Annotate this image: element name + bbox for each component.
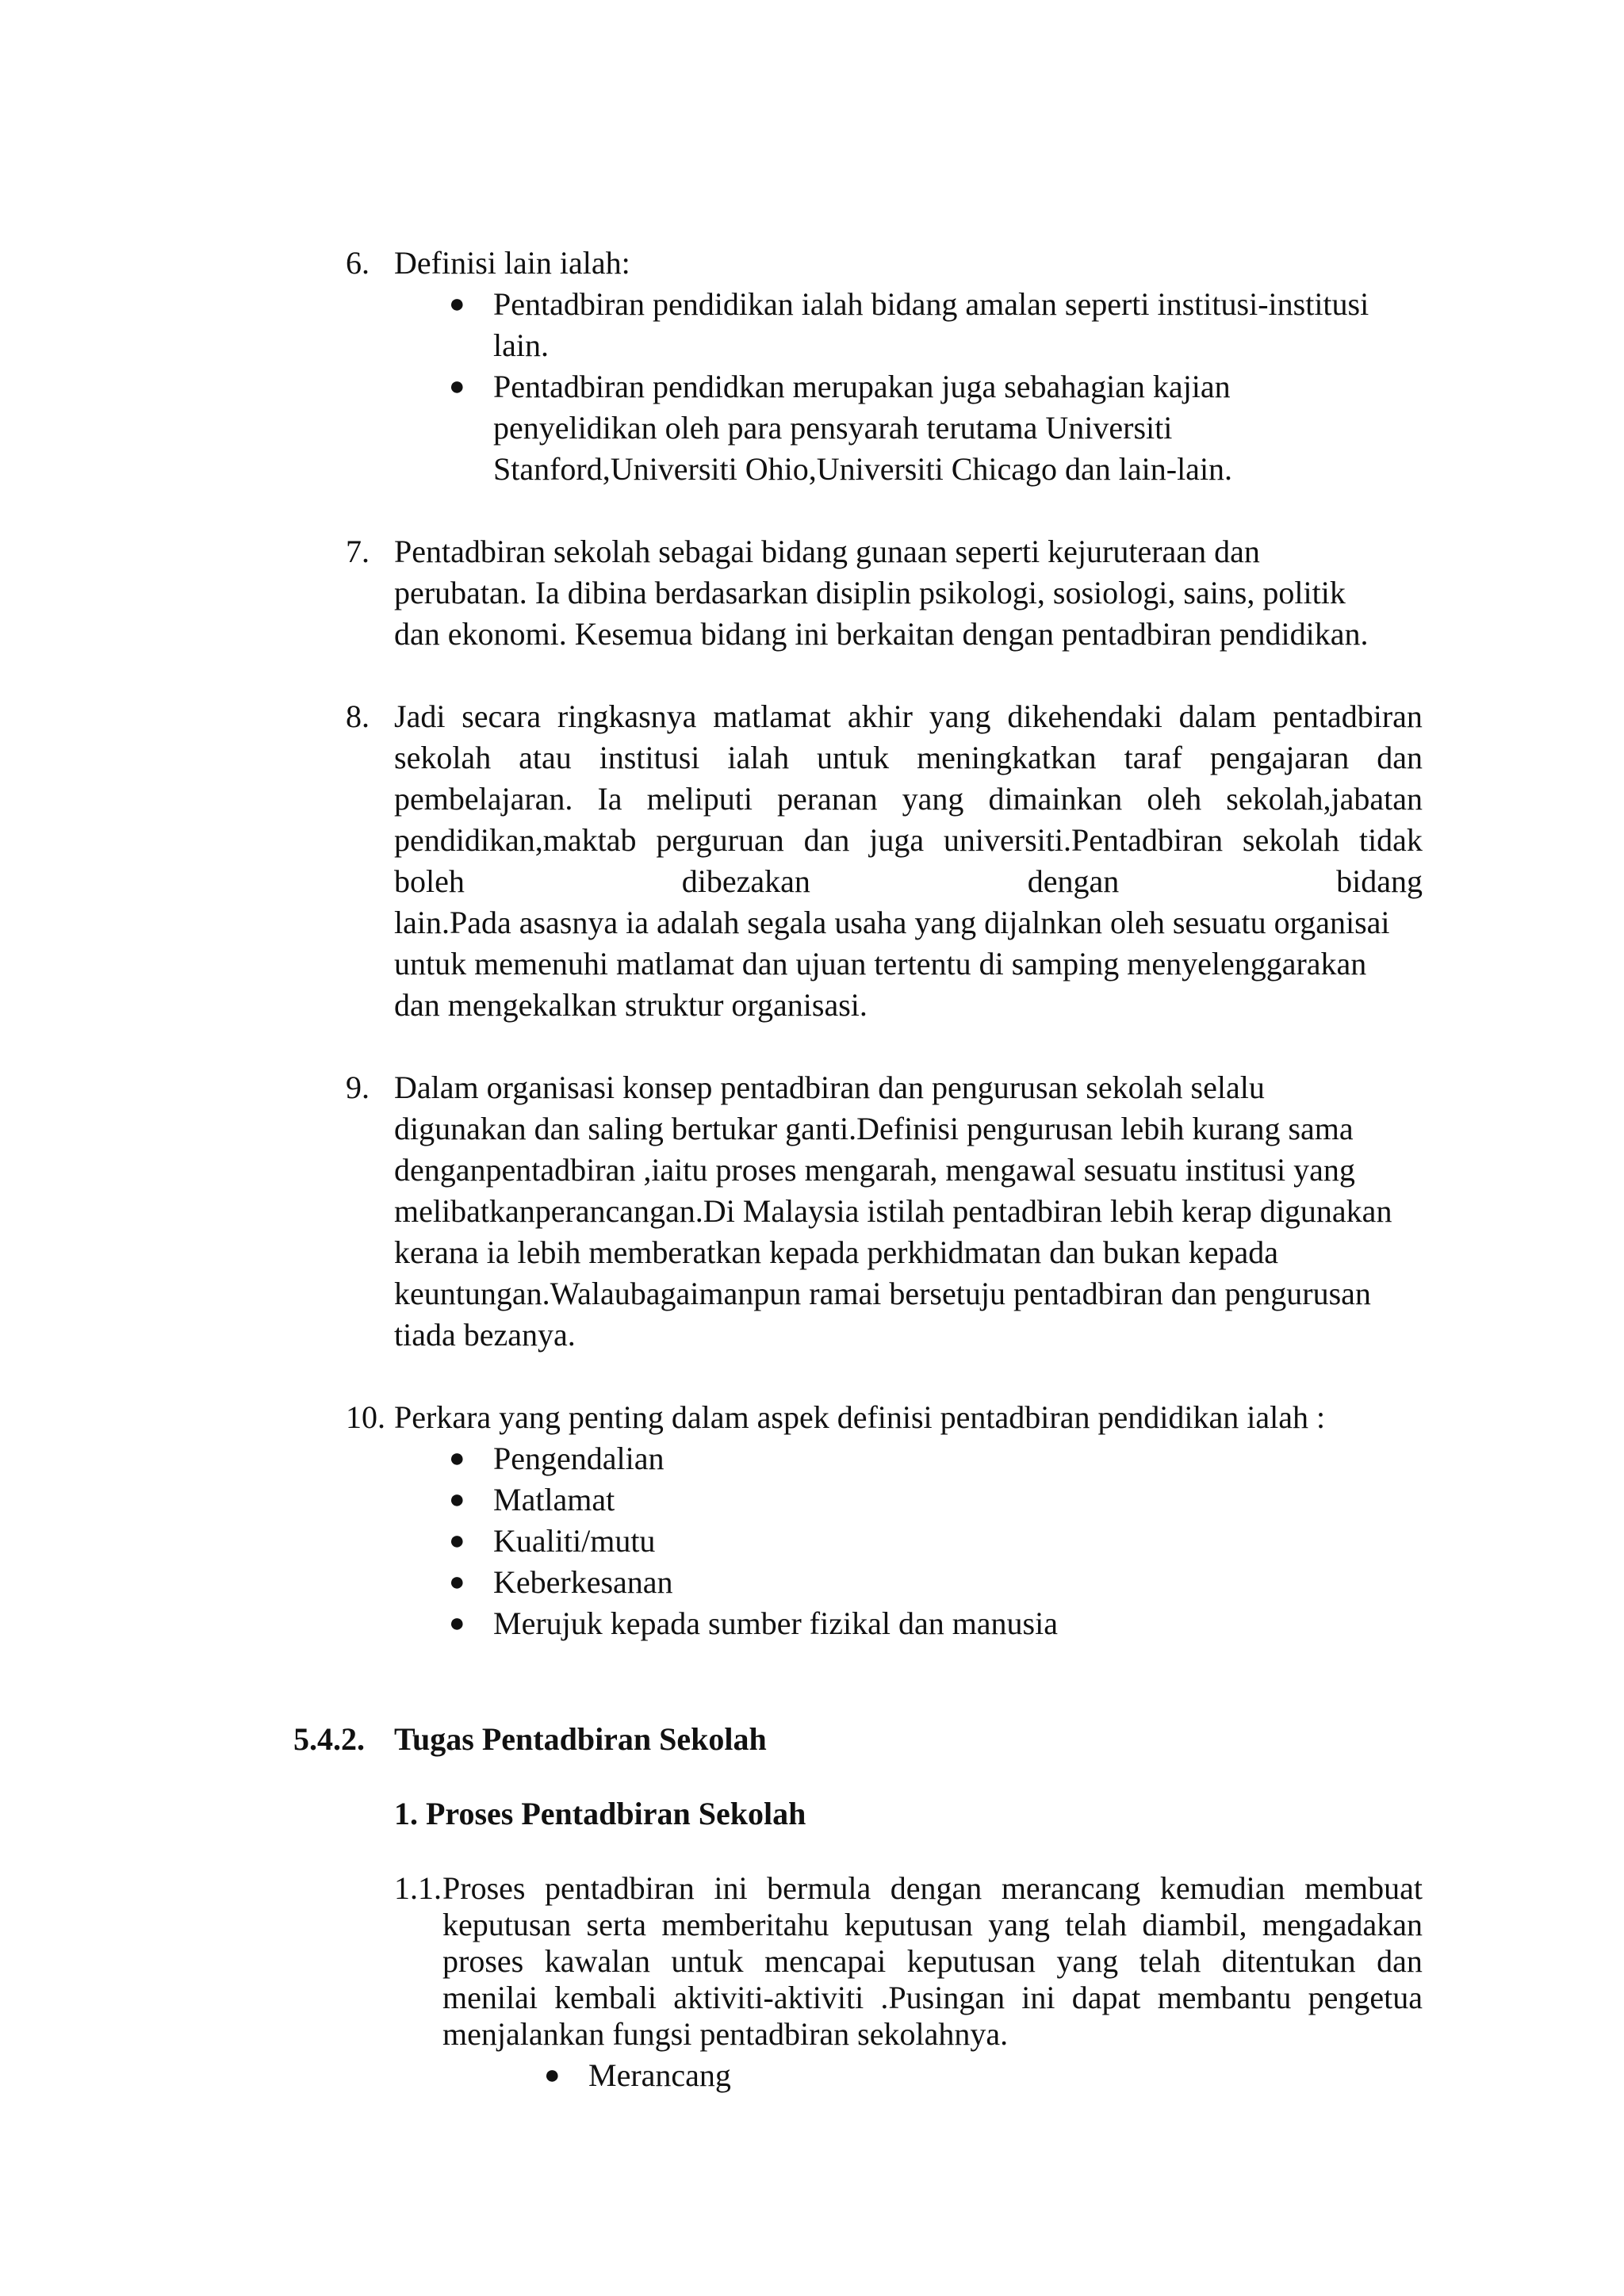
section-bullet: Merancang <box>588 2057 731 2093</box>
bullet-icon: ● <box>449 372 465 401</box>
item-6-intro: Definisi lain ialah: <box>394 245 630 281</box>
item-6-number: 6. <box>346 245 370 281</box>
section-para-line-5: menjalankan fungsi pentadbiran sekolahnya. <box>442 2016 1009 2052</box>
item-6-bullet-2-line-1: Pentadbiran pendidkan merupakan juga sebahagian kajian <box>493 369 1231 404</box>
section-para-line-3: proses kawalan untuk mencapai keputusan yang telah ditentukan dan <box>442 1943 1423 1979</box>
item-6-bullet-1-line-1: Pentadbiran pendidikan ialah bidang amalan seperti institusi-institusi <box>493 286 1369 322</box>
item-6-bullet-2-line-3: Stanford,Universiti Ohio,Universiti Chicago dan lain-lain. <box>493 451 1233 487</box>
item-9-line-6: keuntungan.Walaubagaimanpun ramai bersetuju pentadbiran dan pengurusan <box>394 1276 1371 1311</box>
item-9-line-4: melibatkanperancangan.Di Malaysia istilah pentadbiran lebih kerap digunakan <box>394 1193 1392 1229</box>
item-6-bullet-2-line-2: penyelidikan oleh para pensyarah terutama Universiti <box>493 410 1173 446</box>
item-9-line-2: digunakan dan saling bertukar ganti.Definisi pengurusan lebih kurang sama <box>394 1111 1354 1146</box>
item-10-bullet-2: Matlamat <box>493 1482 615 1517</box>
section-para-line-2: keputusan serta memberitahu keputusan yang telah diambil, mengadakan <box>442 1907 1423 1942</box>
item-8-line-6: lain.Pada asasnya ia adalah segala usaha yang dijalnkan oleh sesuatu organisai <box>394 905 1390 940</box>
item-6-bullet-1-line-2: lain. <box>493 327 549 363</box>
section-number: 5.4.2. <box>293 1721 365 1757</box>
subsection-number: 1.1. <box>394 1870 442 1906</box>
item-10-number: 10. <box>346 1399 385 1435</box>
item-9-line-7: tiada bezanya. <box>394 1317 576 1353</box>
bullet-icon: ● <box>449 1526 465 1556</box>
bullet-icon: ● <box>544 2061 561 2090</box>
item-9-line-1: Dalam organisasi konsep pentadbiran dan pengurusan sekolah selalu <box>394 1070 1265 1105</box>
item-8-number: 8. <box>346 698 370 734</box>
item-8-line-5: boleh dibezakan dengan bidang <box>394 863 1423 899</box>
item-8-line-1: Jadi secara ringkasnya matlamat akhir yang dikehendaki dalam pentadbiran <box>394 698 1423 734</box>
item-7-number: 7. <box>346 534 370 569</box>
item-10-intro: Perkara yang penting dalam aspek definisi pentadbiran pendidikan ialah : <box>394 1399 1326 1435</box>
item-10-bullet-4: Keberkesanan <box>493 1564 673 1600</box>
bullet-icon: ● <box>449 1485 465 1514</box>
bullet-icon: ● <box>449 1609 465 1638</box>
item-8-line-7: untuk memenuhi matlamat dan ujuan tertentu di samping menyelenggarakan <box>394 946 1367 982</box>
item-8-line-2: sekolah atau institusi ialah untuk meningkatkan taraf pengajaran dan <box>394 740 1423 775</box>
item-9-number: 9. <box>346 1070 370 1105</box>
bullet-icon: ● <box>449 1567 465 1597</box>
item-9-line-3: denganpentadbiran ,iaitu proses mengarah, mengawal sesuatu institusi yang <box>394 1152 1355 1188</box>
item-10-bullet-5: Merujuk kepada sumber fizikal dan manusia <box>493 1605 1058 1641</box>
item-8-line-8: dan mengekalkan struktur organisasi. <box>394 987 868 1023</box>
item-7-line-1: Pentadbiran sekolah sebagai bidang gunaan seperti kejuruteraan dan <box>394 534 1260 569</box>
item-10-bullet-1: Pengendalian <box>493 1441 665 1476</box>
item-7-line-3: dan ekonomi. Kesemua bidang ini berkaitan dengan pentadbiran pendidikan. <box>394 616 1369 652</box>
subsection-title: 1. Proses Pentadbiran Sekolah <box>394 1796 806 1831</box>
item-7-line-2: perubatan. Ia dibina berdasarkan disiplin psikologi, sosiologi, sains, politik <box>394 575 1346 610</box>
section-para-line-1: Proses pentadbiran ini bermula dengan merancang kemudian membuat <box>442 1870 1423 1906</box>
bullet-icon: ● <box>449 289 465 319</box>
section-para-line-4: menilai kembali aktiviti-aktiviti .Pusingan ini dapat membantu pengetua <box>442 1980 1423 2015</box>
bullet-icon: ● <box>449 1444 465 1473</box>
item-10-bullet-3: Kualiti/mutu <box>493 1523 656 1559</box>
section-title: Tugas Pentadbiran Sekolah <box>394 1721 767 1757</box>
item-8-line-4: pendidikan,maktab perguruan dan juga universiti.Pentadbiran sekolah tidak <box>394 822 1423 858</box>
item-9-line-5: kerana ia lebih memberatkan kepada perkhidmatan dan bukan kepada <box>394 1234 1279 1270</box>
item-8-line-3: pembelajaran. Ia meliputi peranan yang dimainkan oleh sekolah,jabatan <box>394 781 1423 817</box>
